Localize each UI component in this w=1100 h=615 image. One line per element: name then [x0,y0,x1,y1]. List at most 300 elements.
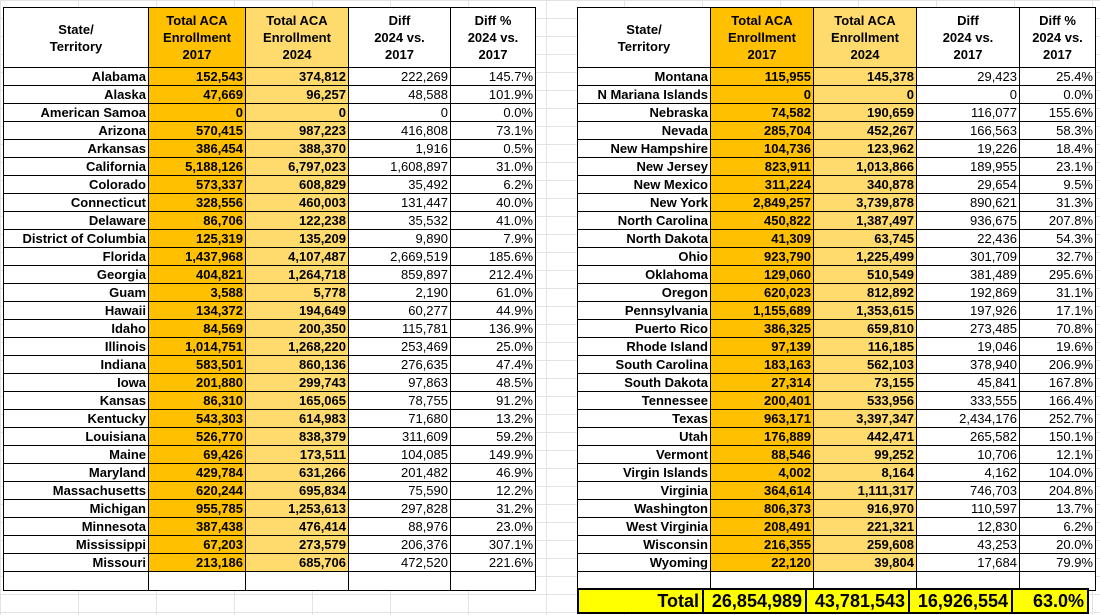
enrollment-2024-cell[interactable]: 73,155 [814,374,917,392]
diff-pct-cell[interactable]: 23.0% [451,518,536,536]
empty-cell[interactable] [246,572,349,591]
diff-pct-cell[interactable]: 23.1% [1020,158,1096,176]
state-name-cell[interactable]: Massachusetts [4,482,149,500]
state-name-cell[interactable]: Mississippi [4,536,149,554]
enrollment-2017-cell[interactable]: 1,155,689 [711,302,814,320]
enrollment-2024-cell[interactable]: 1,013,866 [814,158,917,176]
enrollment-2017-cell[interactable]: 429,784 [149,464,246,482]
diff-cell[interactable]: 10,706 [917,446,1020,464]
state-name-cell[interactable]: Washington [578,500,711,518]
state-name-cell[interactable]: Indiana [4,356,149,374]
header-state[interactable]: State/ Territory [578,8,711,68]
diff-pct-cell[interactable]: 59.2% [451,428,536,446]
diff-pct-cell[interactable]: 91.2% [451,392,536,410]
diff-cell[interactable]: 78,755 [349,392,451,410]
header-diff-pct[interactable]: Diff % 2024 vs. 2017 [451,8,536,68]
enrollment-2024-cell[interactable]: 200,350 [246,320,349,338]
enrollment-2024-cell[interactable]: 173,511 [246,446,349,464]
diff-pct-cell[interactable]: 295.6% [1020,266,1096,284]
diff-pct-cell[interactable]: 13.7% [1020,500,1096,518]
enrollment-2017-cell[interactable]: 74,582 [711,104,814,122]
state-name-cell[interactable]: New Mexico [578,176,711,194]
diff-cell[interactable]: 43,253 [917,536,1020,554]
enrollment-2017-cell[interactable]: 806,373 [711,500,814,518]
diff-pct-cell[interactable]: 166.4% [1020,392,1096,410]
diff-pct-cell[interactable]: 221.6% [451,554,536,572]
enrollment-2024-cell[interactable]: 340,878 [814,176,917,194]
enrollment-2024-cell[interactable]: 1,111,317 [814,482,917,500]
enrollment-2017-cell[interactable]: 125,319 [149,230,246,248]
state-name-cell[interactable]: Virginia [578,482,711,500]
diff-cell[interactable]: 35,492 [349,176,451,194]
enrollment-2024-cell[interactable]: 299,743 [246,374,349,392]
enrollment-2017-cell[interactable]: 583,501 [149,356,246,374]
enrollment-2017-cell[interactable]: 526,770 [149,428,246,446]
enrollment-2024-cell[interactable]: 1,268,220 [246,338,349,356]
enrollment-2024-cell[interactable]: 3,739,878 [814,194,917,212]
diff-pct-cell[interactable]: 73.1% [451,122,536,140]
enrollment-2017-cell[interactable]: 328,556 [149,194,246,212]
diff-pct-cell[interactable]: 149.9% [451,446,536,464]
state-name-cell[interactable]: Louisiana [4,428,149,446]
state-name-cell[interactable]: Connecticut [4,194,149,212]
enrollment-2017-cell[interactable]: 152,543 [149,68,246,86]
enrollment-2017-cell[interactable]: 67,203 [149,536,246,554]
diff-cell[interactable]: 381,489 [917,266,1020,284]
enrollment-2024-cell[interactable]: 1,353,615 [814,302,917,320]
state-name-cell[interactable]: Alaska [4,86,149,104]
enrollment-2024-cell[interactable]: 165,065 [246,392,349,410]
state-name-cell[interactable]: Rhode Island [578,338,711,356]
enrollment-2024-cell[interactable]: 5,778 [246,284,349,302]
state-name-cell[interactable]: Wisconsin [578,536,711,554]
diff-pct-cell[interactable]: 207.8% [1020,212,1096,230]
enrollment-2017-cell[interactable]: 570,415 [149,122,246,140]
diff-pct-cell[interactable]: 136.9% [451,320,536,338]
diff-pct-cell[interactable]: 0.5% [451,140,536,158]
enrollment-2024-cell[interactable]: 259,608 [814,536,917,554]
diff-pct-cell[interactable]: 20.0% [1020,536,1096,554]
diff-pct-cell[interactable]: 150.1% [1020,428,1096,446]
enrollment-2024-cell[interactable]: 116,185 [814,338,917,356]
diff-pct-cell[interactable]: 7.9% [451,230,536,248]
diff-cell[interactable]: 192,869 [917,284,1020,302]
state-name-cell[interactable]: Minnesota [4,518,149,536]
total-enrollment-2017[interactable]: 26,854,989 [703,589,806,613]
enrollment-2024-cell[interactable]: 442,471 [814,428,917,446]
enrollment-2024-cell[interactable]: 96,257 [246,86,349,104]
enrollment-2024-cell[interactable]: 221,321 [814,518,917,536]
diff-pct-cell[interactable]: 25.4% [1020,68,1096,86]
state-name-cell[interactable]: Nebraska [578,104,711,122]
diff-cell[interactable]: 29,423 [917,68,1020,86]
diff-cell[interactable]: 19,226 [917,140,1020,158]
enrollment-2024-cell[interactable]: 39,804 [814,554,917,572]
diff-cell[interactable]: 253,469 [349,338,451,356]
enrollment-2017-cell[interactable]: 201,880 [149,374,246,392]
enrollment-2017-cell[interactable]: 404,821 [149,266,246,284]
enrollment-2024-cell[interactable]: 374,812 [246,68,349,86]
enrollment-2024-cell[interactable]: 838,379 [246,428,349,446]
enrollment-2017-cell[interactable]: 955,785 [149,500,246,518]
diff-cell[interactable]: 273,485 [917,320,1020,338]
enrollment-2024-cell[interactable]: 695,834 [246,482,349,500]
diff-cell[interactable]: 0 [917,86,1020,104]
diff-cell[interactable]: 88,976 [349,518,451,536]
state-name-cell[interactable]: Texas [578,410,711,428]
diff-pct-cell[interactable]: 31.1% [1020,284,1096,302]
diff-cell[interactable]: 1,608,897 [349,158,451,176]
diff-pct-cell[interactable]: 31.0% [451,158,536,176]
enrollment-2024-cell[interactable]: 6,797,023 [246,158,349,176]
state-name-cell[interactable]: American Samoa [4,104,149,122]
enrollment-2017-cell[interactable]: 22,120 [711,554,814,572]
state-name-cell[interactable]: Georgia [4,266,149,284]
enrollment-2017-cell[interactable]: 86,706 [149,212,246,230]
enrollment-2017-cell[interactable]: 1,014,751 [149,338,246,356]
diff-pct-cell[interactable]: 104.0% [1020,464,1096,482]
state-name-cell[interactable]: New Jersey [578,158,711,176]
diff-pct-cell[interactable]: 307.1% [451,536,536,554]
enrollment-2024-cell[interactable]: 510,549 [814,266,917,284]
state-name-cell[interactable]: Arizona [4,122,149,140]
state-name-cell[interactable]: District of Columbia [4,230,149,248]
diff-pct-cell[interactable]: 31.3% [1020,194,1096,212]
diff-pct-cell[interactable]: 6.2% [451,176,536,194]
enrollment-2017-cell[interactable]: 129,060 [711,266,814,284]
diff-cell[interactable]: 4,162 [917,464,1020,482]
diff-cell[interactable]: 166,563 [917,122,1020,140]
state-name-cell[interactable]: New Hampshire [578,140,711,158]
diff-pct-cell[interactable]: 12.2% [451,482,536,500]
diff-cell[interactable]: 2,190 [349,284,451,302]
diff-pct-cell[interactable]: 206.9% [1020,356,1096,374]
diff-cell[interactable]: 936,675 [917,212,1020,230]
state-name-cell[interactable]: South Carolina [578,356,711,374]
empty-cell[interactable] [4,572,149,591]
state-name-cell[interactable]: Illinois [4,338,149,356]
enrollment-2024-cell[interactable]: 659,810 [814,320,917,338]
state-name-cell[interactable]: Montana [578,68,711,86]
diff-pct-cell[interactable]: 54.3% [1020,230,1096,248]
diff-cell[interactable]: 265,582 [917,428,1020,446]
diff-pct-cell[interactable]: 6.2% [1020,518,1096,536]
enrollment-2024-cell[interactable]: 987,223 [246,122,349,140]
diff-pct-cell[interactable]: 212.4% [451,266,536,284]
state-name-cell[interactable]: Florida [4,248,149,266]
enrollment-2017-cell[interactable]: 86,310 [149,392,246,410]
diff-pct-cell[interactable]: 79.9% [1020,554,1096,572]
diff-pct-cell[interactable]: 32.7% [1020,248,1096,266]
diff-cell[interactable]: 48,588 [349,86,451,104]
state-name-cell[interactable]: Hawaii [4,302,149,320]
state-name-cell[interactable]: Arkansas [4,140,149,158]
header-enrollment-2017[interactable]: Total ACA Enrollment 2017 [149,8,246,68]
enrollment-2017-cell[interactable]: 620,244 [149,482,246,500]
enrollment-2024-cell[interactable]: 145,378 [814,68,917,86]
diff-cell[interactable]: 45,841 [917,374,1020,392]
header-enrollment-2024[interactable]: Total ACA Enrollment 2024 [246,8,349,68]
diff-cell[interactable]: 201,482 [349,464,451,482]
enrollment-2024-cell[interactable]: 190,659 [814,104,917,122]
header-enrollment-2024[interactable]: Total ACA Enrollment 2024 [814,8,917,68]
enrollment-2017-cell[interactable]: 216,355 [711,536,814,554]
enrollment-2024-cell[interactable]: 1,264,718 [246,266,349,284]
enrollment-2017-cell[interactable]: 285,704 [711,122,814,140]
state-name-cell[interactable]: South Dakota [578,374,711,392]
empty-cell[interactable] [451,572,536,591]
state-name-cell[interactable]: California [4,158,149,176]
enrollment-2017-cell[interactable]: 97,139 [711,338,814,356]
diff-pct-cell[interactable]: 48.5% [451,374,536,392]
enrollment-2017-cell[interactable]: 387,438 [149,518,246,536]
state-name-cell[interactable]: Delaware [4,212,149,230]
enrollment-2017-cell[interactable]: 69,426 [149,446,246,464]
header-diff[interactable]: Diff 2024 vs. 2017 [917,8,1020,68]
enrollment-2017-cell[interactable]: 0 [149,104,246,122]
enrollment-2017-cell[interactable]: 620,023 [711,284,814,302]
diff-pct-cell[interactable]: 58.3% [1020,122,1096,140]
state-name-cell[interactable]: Maryland [4,464,149,482]
state-name-cell[interactable]: Kentucky [4,410,149,428]
diff-cell[interactable]: 104,085 [349,446,451,464]
total-diff-pct[interactable]: 63.0% [1012,589,1088,613]
state-name-cell[interactable]: Guam [4,284,149,302]
state-name-cell[interactable]: Wyoming [578,554,711,572]
state-name-cell[interactable]: Ohio [578,248,711,266]
diff-cell[interactable]: 859,897 [349,266,451,284]
enrollment-2017-cell[interactable]: 3,588 [149,284,246,302]
enrollment-2024-cell[interactable]: 1,225,499 [814,248,917,266]
enrollment-2017-cell[interactable]: 115,955 [711,68,814,86]
enrollment-2024-cell[interactable]: 460,003 [246,194,349,212]
enrollment-2017-cell[interactable]: 543,303 [149,410,246,428]
enrollment-2024-cell[interactable]: 860,136 [246,356,349,374]
enrollment-2024-cell[interactable]: 1,387,497 [814,212,917,230]
state-name-cell[interactable]: Oklahoma [578,266,711,284]
diff-pct-cell[interactable]: 70.8% [1020,320,1096,338]
diff-cell[interactable]: 71,680 [349,410,451,428]
diff-cell[interactable]: 890,621 [917,194,1020,212]
enrollment-2017-cell[interactable]: 88,546 [711,446,814,464]
diff-cell[interactable]: 1,916 [349,140,451,158]
diff-pct-cell[interactable]: 25.0% [451,338,536,356]
state-name-cell[interactable]: Alabama [4,68,149,86]
state-name-cell[interactable]: Pennsylvania [578,302,711,320]
enrollment-2024-cell[interactable]: 452,267 [814,122,917,140]
diff-cell[interactable]: 197,926 [917,302,1020,320]
state-name-cell[interactable]: Oregon [578,284,711,302]
empty-cell[interactable] [149,572,246,591]
enrollment-2024-cell[interactable]: 562,103 [814,356,917,374]
header-enrollment-2017[interactable]: Total ACA Enrollment 2017 [711,8,814,68]
diff-cell[interactable]: 416,808 [349,122,451,140]
diff-pct-cell[interactable]: 0.0% [1020,86,1096,104]
enrollment-2024-cell[interactable]: 685,706 [246,554,349,572]
diff-pct-cell[interactable]: 9.5% [1020,176,1096,194]
diff-pct-cell[interactable]: 185.6% [451,248,536,266]
diff-cell[interactable]: 75,590 [349,482,451,500]
diff-pct-cell[interactable]: 12.1% [1020,446,1096,464]
enrollment-2024-cell[interactable]: 4,107,487 [246,248,349,266]
diff-cell[interactable]: 131,447 [349,194,451,212]
diff-pct-cell[interactable]: 31.2% [451,500,536,518]
diff-pct-cell[interactable]: 61.0% [451,284,536,302]
total-diff[interactable]: 16,926,554 [909,589,1012,613]
state-name-cell[interactable]: Utah [578,428,711,446]
state-name-cell[interactable]: Puerto Rico [578,320,711,338]
diff-cell[interactable]: 115,781 [349,320,451,338]
state-name-cell[interactable]: Virgin Islands [578,464,711,482]
diff-cell[interactable]: 12,830 [917,518,1020,536]
state-name-cell[interactable]: West Virginia [578,518,711,536]
diff-pct-cell[interactable]: 44.9% [451,302,536,320]
enrollment-2024-cell[interactable]: 99,252 [814,446,917,464]
state-name-cell[interactable]: Vermont [578,446,711,464]
diff-pct-cell[interactable]: 155.6% [1020,104,1096,122]
diff-cell[interactable]: 9,890 [349,230,451,248]
diff-cell[interactable]: 378,940 [917,356,1020,374]
diff-pct-cell[interactable]: 167.8% [1020,374,1096,392]
enrollment-2017-cell[interactable]: 2,849,257 [711,194,814,212]
diff-cell[interactable]: 60,277 [349,302,451,320]
state-name-cell[interactable]: N Mariana Islands [578,86,711,104]
state-name-cell[interactable]: Kansas [4,392,149,410]
enrollment-2017-cell[interactable]: 963,171 [711,410,814,428]
diff-pct-cell[interactable]: 46.9% [451,464,536,482]
diff-cell[interactable]: 297,828 [349,500,451,518]
diff-cell[interactable]: 472,520 [349,554,451,572]
enrollment-2017-cell[interactable]: 41,309 [711,230,814,248]
diff-cell[interactable]: 110,597 [917,500,1020,518]
enrollment-2017-cell[interactable]: 573,337 [149,176,246,194]
enrollment-2017-cell[interactable]: 5,188,126 [149,158,246,176]
enrollment-2017-cell[interactable]: 386,325 [711,320,814,338]
diff-pct-cell[interactable]: 18.4% [1020,140,1096,158]
diff-cell[interactable]: 276,635 [349,356,451,374]
enrollment-2017-cell[interactable]: 364,614 [711,482,814,500]
diff-cell[interactable]: 0 [349,104,451,122]
diff-cell[interactable]: 189,955 [917,158,1020,176]
diff-cell[interactable]: 311,609 [349,428,451,446]
header-state[interactable]: State/ Territory [4,8,149,68]
enrollment-2024-cell[interactable]: 608,829 [246,176,349,194]
enrollment-2024-cell[interactable]: 533,956 [814,392,917,410]
enrollment-2017-cell[interactable]: 311,224 [711,176,814,194]
diff-pct-cell[interactable]: 0.0% [451,104,536,122]
enrollment-2024-cell[interactable]: 1,253,613 [246,500,349,518]
header-diff[interactable]: Diff 2024 vs. 2017 [349,8,451,68]
enrollment-2017-cell[interactable]: 4,002 [711,464,814,482]
diff-cell[interactable]: 2,434,176 [917,410,1020,428]
enrollment-2024-cell[interactable]: 614,983 [246,410,349,428]
enrollment-2017-cell[interactable]: 47,669 [149,86,246,104]
diff-cell[interactable]: 35,532 [349,212,451,230]
diff-pct-cell[interactable]: 13.2% [451,410,536,428]
enrollment-2024-cell[interactable]: 123,962 [814,140,917,158]
enrollment-2017-cell[interactable]: 386,454 [149,140,246,158]
enrollment-2024-cell[interactable]: 631,266 [246,464,349,482]
diff-pct-cell[interactable]: 17.1% [1020,302,1096,320]
enrollment-2017-cell[interactable]: 27,314 [711,374,814,392]
enrollment-2024-cell[interactable]: 8,164 [814,464,917,482]
enrollment-2024-cell[interactable]: 476,414 [246,518,349,536]
enrollment-2017-cell[interactable]: 183,163 [711,356,814,374]
enrollment-2017-cell[interactable]: 823,911 [711,158,814,176]
diff-pct-cell[interactable]: 40.0% [451,194,536,212]
diff-cell[interactable]: 17,684 [917,554,1020,572]
enrollment-2017-cell[interactable]: 450,822 [711,212,814,230]
state-name-cell[interactable]: Idaho [4,320,149,338]
diff-cell[interactable]: 22,436 [917,230,1020,248]
enrollment-2017-cell[interactable]: 0 [711,86,814,104]
total-enrollment-2024[interactable]: 43,781,543 [806,589,909,613]
enrollment-2024-cell[interactable]: 3,397,347 [814,410,917,428]
enrollment-2017-cell[interactable]: 134,372 [149,302,246,320]
diff-cell[interactable]: 746,703 [917,482,1020,500]
enrollment-2017-cell[interactable]: 923,790 [711,248,814,266]
state-name-cell[interactable]: Maine [4,446,149,464]
enrollment-2017-cell[interactable]: 208,491 [711,518,814,536]
diff-cell[interactable]: 97,863 [349,374,451,392]
diff-cell[interactable]: 2,669,519 [349,248,451,266]
diff-cell[interactable]: 222,269 [349,68,451,86]
state-name-cell[interactable]: Iowa [4,374,149,392]
diff-cell[interactable]: 301,709 [917,248,1020,266]
diff-cell[interactable]: 206,376 [349,536,451,554]
state-name-cell[interactable]: North Carolina [578,212,711,230]
enrollment-2017-cell[interactable]: 176,889 [711,428,814,446]
diff-pct-cell[interactable]: 101.9% [451,86,536,104]
diff-pct-cell[interactable]: 47.4% [451,356,536,374]
enrollment-2024-cell[interactable]: 63,745 [814,230,917,248]
empty-cell[interactable] [349,572,451,591]
diff-cell[interactable]: 29,654 [917,176,1020,194]
enrollment-2024-cell[interactable]: 388,370 [246,140,349,158]
diff-cell[interactable]: 116,077 [917,104,1020,122]
state-name-cell[interactable]: North Dakota [578,230,711,248]
enrollment-2024-cell[interactable]: 916,970 [814,500,917,518]
state-name-cell[interactable]: Missouri [4,554,149,572]
enrollment-2017-cell[interactable]: 104,736 [711,140,814,158]
diff-cell[interactable]: 333,555 [917,392,1020,410]
enrollment-2024-cell[interactable]: 0 [246,104,349,122]
header-diff-pct[interactable]: Diff % 2024 vs. 2017 [1020,8,1096,68]
total-label[interactable]: Total [578,589,703,613]
enrollment-2017-cell[interactable]: 213,186 [149,554,246,572]
enrollment-2017-cell[interactable]: 84,569 [149,320,246,338]
enrollment-2024-cell[interactable]: 812,892 [814,284,917,302]
enrollment-2017-cell[interactable]: 200,401 [711,392,814,410]
state-name-cell[interactable]: Nevada [578,122,711,140]
diff-cell[interactable]: 19,046 [917,338,1020,356]
enrollment-2024-cell[interactable]: 273,579 [246,536,349,554]
state-name-cell[interactable]: New York [578,194,711,212]
diff-pct-cell[interactable]: 19.6% [1020,338,1096,356]
enrollment-2024-cell[interactable]: 122,238 [246,212,349,230]
enrollment-2024-cell[interactable]: 135,209 [246,230,349,248]
state-name-cell[interactable]: Michigan [4,500,149,518]
enrollment-2024-cell[interactable]: 194,649 [246,302,349,320]
diff-pct-cell[interactable]: 145.7% [451,68,536,86]
diff-pct-cell[interactable]: 204.8% [1020,482,1096,500]
diff-pct-cell[interactable]: 252.7% [1020,410,1096,428]
diff-pct-cell[interactable]: 41.0% [451,212,536,230]
state-name-cell[interactable]: Tennessee [578,392,711,410]
enrollment-2017-cell[interactable]: 1,437,968 [149,248,246,266]
enrollment-2024-cell[interactable]: 0 [814,86,917,104]
state-name-cell[interactable]: Colorado [4,176,149,194]
